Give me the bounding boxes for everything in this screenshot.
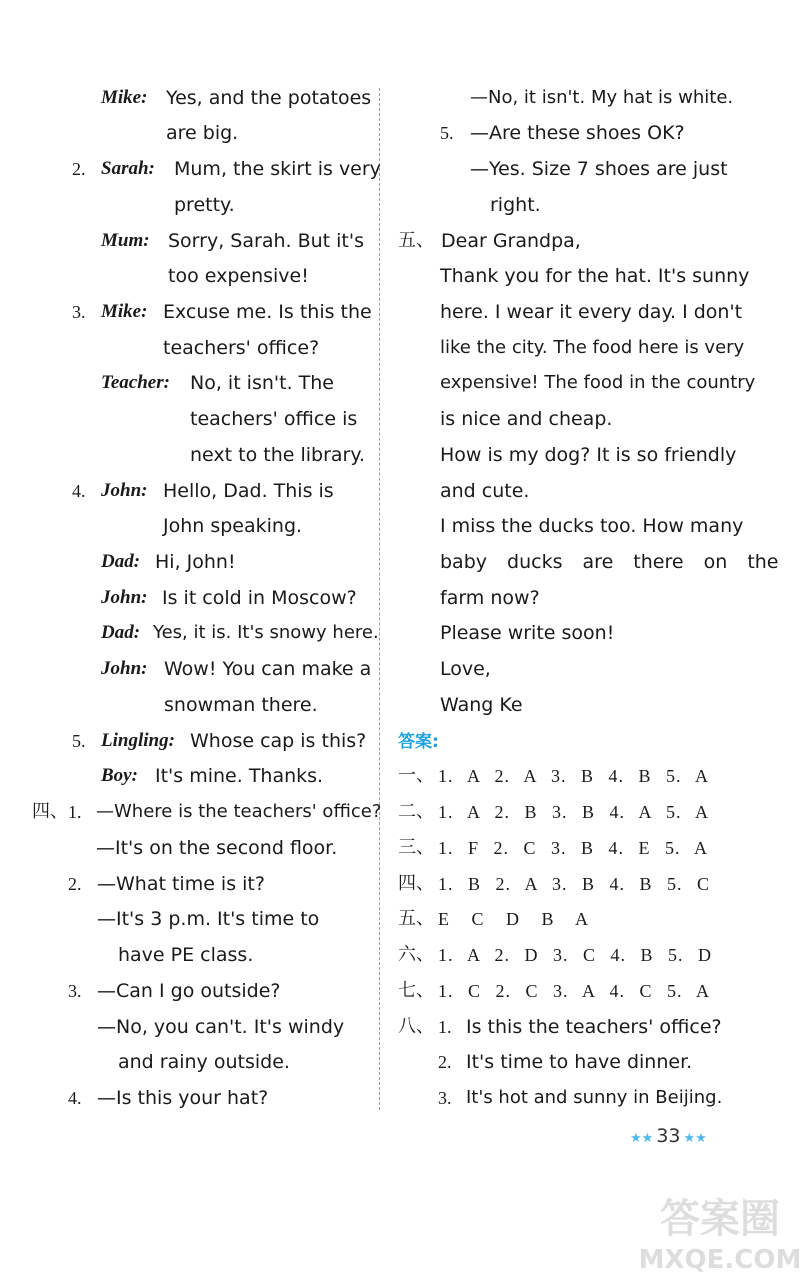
dialogue-line: No, it isn't. The xyxy=(190,372,334,394)
letter-line: I miss the ducks too. How many xyxy=(440,515,744,537)
dialogue-line: John speaking. xyxy=(163,515,303,537)
section-marker: 二、 xyxy=(398,801,434,822)
letter-line: like the city. The food here is very xyxy=(440,337,745,358)
watermark-logo xyxy=(636,1188,804,1276)
answer-row: E C D B A xyxy=(438,909,590,929)
dialogue-line: snowman there. xyxy=(164,694,318,716)
letter-line: Dear Grandpa, xyxy=(441,230,581,252)
dialogue-line: pretty. xyxy=(174,194,235,216)
answer-row: 1. A 2. D 3. C 4. B 5. D xyxy=(438,945,713,965)
letter-line: and cute. xyxy=(440,480,530,502)
section-marker: 四、 xyxy=(398,873,434,894)
answers-heading: 答案: xyxy=(398,732,439,752)
speaker-label: Boy: xyxy=(101,765,138,786)
dialogue-line: Whose cap is this? xyxy=(190,730,367,752)
dialogue-line: Mum, the skirt is very xyxy=(174,158,381,180)
dialogue-line: —No, it isn't. My hat is white. xyxy=(470,87,734,108)
section-marker: 五、 xyxy=(398,230,434,251)
watermark-top-text: 答案圈 xyxy=(660,1196,780,1242)
dialogue-line: Excuse me. Is this the xyxy=(163,301,372,323)
dialogue-line: Is it cold in Moscow? xyxy=(162,587,357,609)
speaker-label: John: xyxy=(101,480,148,501)
dialogue-line: —It's 3 p.m. It's time to xyxy=(97,908,320,930)
dialogue-line: Yes, and the potatoes xyxy=(166,87,372,109)
answer-sentence: It's hot and sunny in Beijing. xyxy=(466,1087,723,1108)
answer-sentence: It's time to have dinner. xyxy=(466,1051,693,1073)
dialogue-line: Hi, John! xyxy=(155,551,236,573)
dialogue-line: It's mine. Thanks. xyxy=(155,765,324,787)
item-number: 1. xyxy=(438,1017,452,1037)
letter-line: baby ducks are there on the xyxy=(440,551,779,573)
dialogue-line: —What time is it? xyxy=(97,873,265,895)
dialogue-line: Wow! You can make a xyxy=(164,658,372,680)
answer-row: 1. A 2. A 3. B 4. B 5. A xyxy=(438,766,710,786)
dialogue-line: Sorry, Sarah. But it's xyxy=(168,230,364,252)
speaker-label: Teacher: xyxy=(101,372,170,393)
dialogue-line: have PE class. xyxy=(118,944,254,966)
dialogue-line: teachers' office? xyxy=(163,337,320,359)
speaker-label: Mike: xyxy=(101,87,148,108)
dialogue-line: right. xyxy=(490,194,541,216)
column-divider xyxy=(379,88,380,1110)
dialogue-line: —Yes. Size 7 shoes are just xyxy=(470,158,728,180)
section-marker: 一、 xyxy=(398,765,434,786)
section-marker: 五、 xyxy=(398,908,434,929)
page-number xyxy=(630,1124,707,1151)
letter-line: Please write soon! xyxy=(440,622,615,644)
dialogue-line: next to the library. xyxy=(190,444,365,466)
dialogue-line: —Where is the teachers' office? xyxy=(96,801,382,822)
dialogue-line: teachers' office is xyxy=(190,408,358,430)
dialogue-line: —Can I go outside? xyxy=(97,980,281,1002)
item-number: 1. xyxy=(68,802,82,822)
answer-row: 1. B 2. A 3. B 4. B 5. C xyxy=(438,874,711,894)
item-number: 4. xyxy=(72,481,86,501)
letter-line: Thank you for the hat. It's sunny xyxy=(440,265,750,287)
dialogue-line: and rainy outside. xyxy=(118,1051,290,1073)
section-marker: 七、 xyxy=(398,980,434,1001)
dialogue-line: Yes, it is. It's snowy here. xyxy=(153,622,379,643)
speaker-label: Mum: xyxy=(101,230,150,251)
item-number: 5. xyxy=(440,123,454,143)
letter-line: here. I wear it every day. I don't xyxy=(440,301,743,323)
watermark-bottom-text: MXQE.COM xyxy=(638,1245,802,1275)
item-number: 3. xyxy=(438,1088,452,1108)
speaker-label: Lingling: xyxy=(101,730,175,751)
star-icon: ★★ xyxy=(683,1131,707,1146)
section-marker: 四、 xyxy=(32,801,68,822)
letter-line: Wang Ke xyxy=(440,694,523,716)
letter-line: farm now? xyxy=(440,587,540,609)
item-number: 4. xyxy=(68,1088,82,1108)
item-number: 5. xyxy=(72,731,86,751)
item-number: 3. xyxy=(72,302,86,322)
letter-line: is nice and cheap. xyxy=(440,408,613,430)
dialogue-line: are big. xyxy=(166,122,239,144)
speaker-label: Mike: xyxy=(101,301,148,322)
dialogue-line: Hello, Dad. This is xyxy=(163,480,334,502)
answer-row: 1. C 2. C 3. A 4. C 5. A xyxy=(438,981,711,1001)
dialogue-line: —It's on the second floor. xyxy=(96,837,338,859)
star-icon: ★★ xyxy=(630,1131,654,1146)
item-number: 2. xyxy=(68,874,82,894)
item-number: 3. xyxy=(68,981,82,1001)
letter-line: Love, xyxy=(440,658,491,680)
answer-sentence: Is this the teachers' office? xyxy=(466,1016,722,1038)
letter-line: expensive! The food in the country xyxy=(440,372,756,393)
item-number: 2. xyxy=(438,1052,452,1072)
answer-row: 1. F 2. C 3. B 4. E 5. A xyxy=(438,838,709,858)
page-number-value: 33 xyxy=(656,1125,681,1147)
letter-line: How is my dog? It is so friendly xyxy=(440,444,737,466)
speaker-label: Dad: xyxy=(101,551,141,572)
speaker-label: John: xyxy=(101,658,148,679)
section-marker: 八、 xyxy=(398,1016,434,1037)
section-marker: 六、 xyxy=(398,944,434,965)
dialogue-line: too expensive! xyxy=(168,265,309,287)
dialogue-line: —Are these shoes OK? xyxy=(470,122,685,144)
answer-row: 1. A 2. B 3. B 4. A 5. A xyxy=(438,802,710,822)
speaker-label: Dad: xyxy=(101,622,141,643)
dialogue-line: —Is this your hat? xyxy=(97,1087,269,1109)
speaker-label: Sarah: xyxy=(101,158,155,179)
section-marker: 三、 xyxy=(398,837,434,858)
dialogue-line: —No, you can't. It's windy xyxy=(97,1016,345,1038)
speaker-label: John: xyxy=(101,587,148,608)
item-number: 2. xyxy=(72,159,86,179)
